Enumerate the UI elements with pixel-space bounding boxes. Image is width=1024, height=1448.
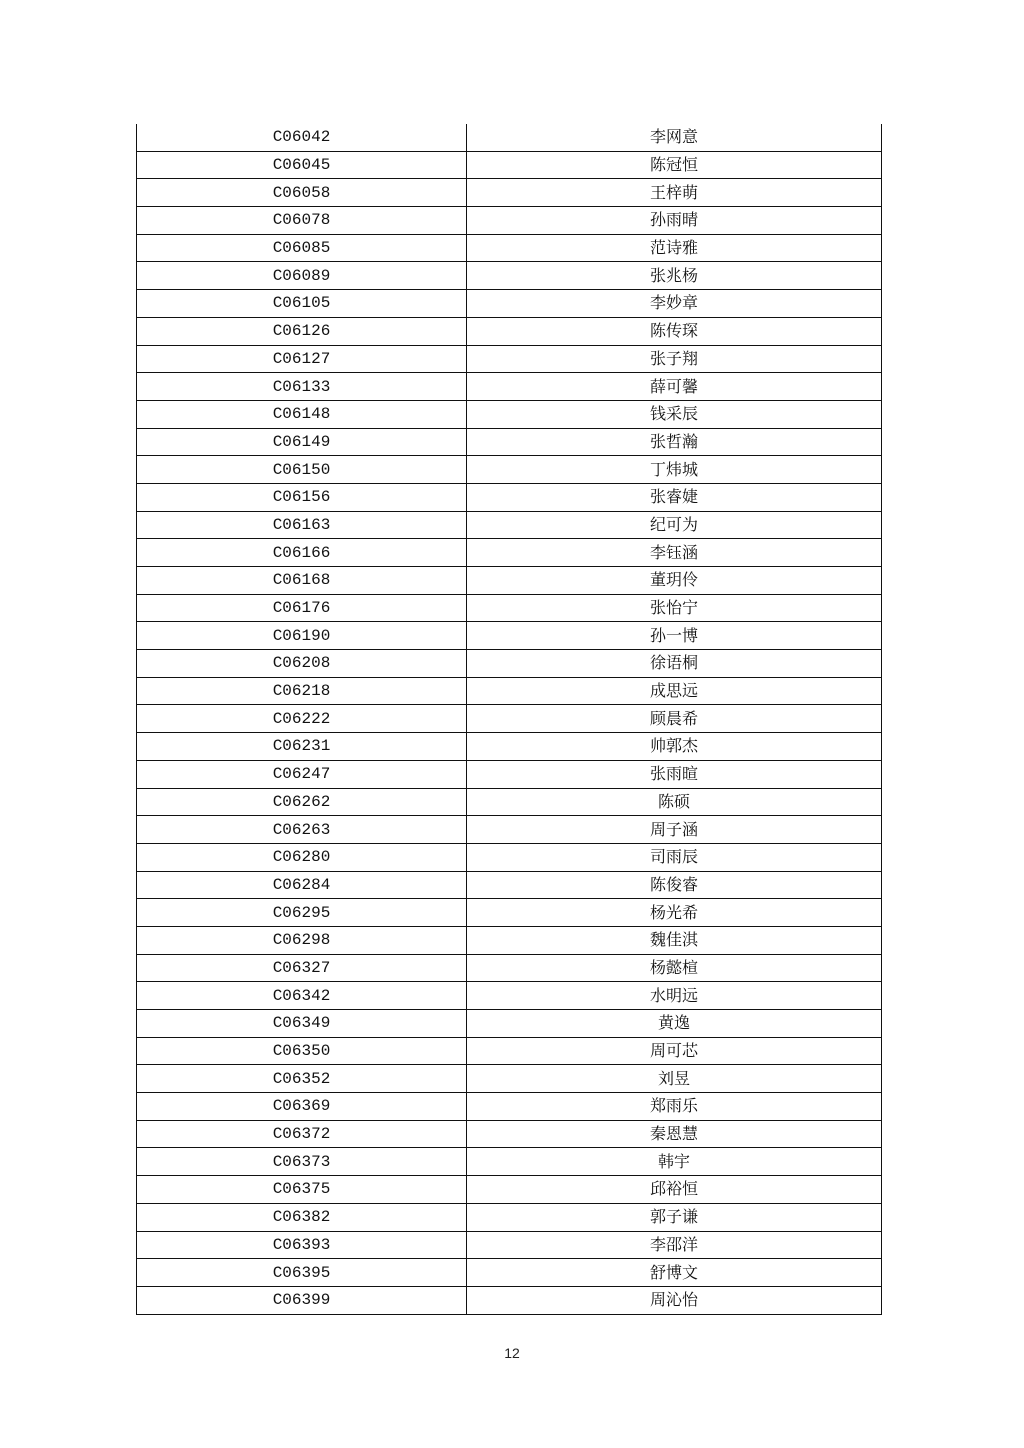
table-row: [137, 871, 882, 899]
table-row: [137, 816, 882, 844]
table-row: [137, 1259, 882, 1287]
student-id-cell: C06166: [137, 539, 467, 567]
student-name-cell: 邱裕恒: [467, 1176, 882, 1204]
student-name-cell: 张怡宁: [467, 594, 882, 622]
table-row: [137, 1065, 882, 1093]
student-id-cell: C06342: [137, 982, 467, 1010]
table-row: [137, 1286, 882, 1314]
student-id-cell: C06393: [137, 1231, 467, 1259]
student-id-cell: C06284: [137, 871, 467, 899]
table-row: [137, 650, 882, 678]
student-name-cell: 董玥伶: [467, 567, 882, 595]
student-name-cell: 帅郭杰: [467, 733, 882, 761]
student-name-cell: 王梓萌: [467, 179, 882, 207]
student-id-cell: C06208: [137, 650, 467, 678]
student-id-cell: C06382: [137, 1203, 467, 1231]
table-row: [137, 539, 882, 567]
student-name-cell: 顾晨希: [467, 705, 882, 733]
student-id-cell: C06150: [137, 456, 467, 484]
student-id-cell: C06078: [137, 207, 467, 235]
student-id-cell: C06295: [137, 899, 467, 927]
student-id-cell: C06262: [137, 788, 467, 816]
student-id-cell: C06105: [137, 290, 467, 318]
student-name-cell: 孙一博: [467, 622, 882, 650]
table-row: [137, 124, 882, 151]
student-name-cell: 周子涵: [467, 816, 882, 844]
table-row: [137, 179, 882, 207]
table-row: [137, 511, 882, 539]
table-row: [137, 456, 882, 484]
student-name-cell: 张子翔: [467, 345, 882, 373]
student-id-cell: C06231: [137, 733, 467, 761]
table-row: [137, 428, 882, 456]
student-name-cell: 舒博文: [467, 1259, 882, 1287]
student-id-cell: C06263: [137, 816, 467, 844]
student-id-cell: C06369: [137, 1093, 467, 1121]
student-id-cell: C06395: [137, 1259, 467, 1287]
student-name-cell: 陈俊睿: [467, 871, 882, 899]
student-name-cell: 李邵洋: [467, 1231, 882, 1259]
student-name-cell: 张哲瀚: [467, 428, 882, 456]
student-id-cell: C06218: [137, 677, 467, 705]
student-name-cell: 钱采辰: [467, 400, 882, 428]
student-id-cell: C06373: [137, 1148, 467, 1176]
student-id-cell: C06247: [137, 760, 467, 788]
student-name-cell: 刘昱: [467, 1065, 882, 1093]
student-name-cell: 薛可馨: [467, 373, 882, 401]
student-name-cell: 周可芯: [467, 1037, 882, 1065]
student-id-cell: C06190: [137, 622, 467, 650]
student-name-cell: 韩宇: [467, 1148, 882, 1176]
student-name-cell: 李妙章: [467, 290, 882, 318]
student-id-cell: C06349: [137, 1010, 467, 1038]
student-id-cell: C06168: [137, 567, 467, 595]
table-row: [137, 151, 882, 179]
student-id-cell: C06327: [137, 954, 467, 982]
student-id-cell: C06350: [137, 1037, 467, 1065]
student-name-cell: 魏佳淇: [467, 926, 882, 954]
table-row: [137, 345, 882, 373]
student-name-cell: 黄逸: [467, 1010, 882, 1038]
student-name-cell: 孙雨晴: [467, 207, 882, 235]
student-name-cell: 范诗雅: [467, 234, 882, 262]
table-row: [137, 1176, 882, 1204]
table-row: [137, 400, 882, 428]
table-row: [137, 733, 882, 761]
student-name-cell: 丁炜城: [467, 456, 882, 484]
student-id-cell: C06176: [137, 594, 467, 622]
table-row: [137, 234, 882, 262]
table-row: [137, 954, 882, 982]
table-row: [137, 594, 882, 622]
table-row: [137, 760, 882, 788]
table-row: [137, 1120, 882, 1148]
roster-table: [136, 124, 882, 1315]
page-number: 12: [504, 1345, 520, 1361]
student-name-cell: 李网意: [467, 124, 882, 151]
table-row: [137, 926, 882, 954]
roster-table-body: [137, 124, 882, 1314]
student-name-cell: 徐语桐: [467, 650, 882, 678]
student-id-cell: C06045: [137, 151, 467, 179]
student-name-cell: 陈硕: [467, 788, 882, 816]
student-id-cell: C06148: [137, 400, 467, 428]
student-name-cell: 郑雨乐: [467, 1093, 882, 1121]
student-id-cell: C06085: [137, 234, 467, 262]
table-row: [137, 1203, 882, 1231]
student-id-cell: C06042: [137, 124, 467, 151]
student-id-cell: C06149: [137, 428, 467, 456]
student-name-cell: 周沁怡: [467, 1286, 882, 1314]
table-row: [137, 1093, 882, 1121]
student-name-cell: 陈传琛: [467, 317, 882, 345]
student-id-cell: C06298: [137, 926, 467, 954]
table-row: [137, 1010, 882, 1038]
table-row: [137, 622, 882, 650]
table-row: [137, 373, 882, 401]
student-name-cell: 纪可为: [467, 511, 882, 539]
student-id-cell: C06127: [137, 345, 467, 373]
table-row: [137, 982, 882, 1010]
student-name-cell: 成思远: [467, 677, 882, 705]
student-name-cell: 水明远: [467, 982, 882, 1010]
table-row: [137, 1148, 882, 1176]
student-name-cell: 张雨暄: [467, 760, 882, 788]
student-name-cell: 杨懿楦: [467, 954, 882, 982]
student-id-cell: C06133: [137, 373, 467, 401]
table-row: [137, 1037, 882, 1065]
student-name-cell: 张睿婕: [467, 483, 882, 511]
student-id-cell: C06163: [137, 511, 467, 539]
student-id-cell: C06280: [137, 843, 467, 871]
table-row: [137, 677, 882, 705]
student-id-cell: C06352: [137, 1065, 467, 1093]
student-name-cell: 郭子谦: [467, 1203, 882, 1231]
table-row: [137, 483, 882, 511]
student-name-cell: 张兆杨: [467, 262, 882, 290]
student-name-cell: 李钰涵: [467, 539, 882, 567]
table-row: [137, 705, 882, 733]
table-row: [137, 317, 882, 345]
student-id-cell: C06372: [137, 1120, 467, 1148]
student-id-cell: C06399: [137, 1286, 467, 1314]
table-row: [137, 290, 882, 318]
student-name-cell: 陈冠恒: [467, 151, 882, 179]
table-row: [137, 1231, 882, 1259]
student-name-cell: 杨光希: [467, 899, 882, 927]
table-row: [137, 899, 882, 927]
table-row: [137, 843, 882, 871]
student-id-cell: C06375: [137, 1176, 467, 1204]
table-row: [137, 567, 882, 595]
student-id-cell: C06156: [137, 483, 467, 511]
student-name-cell: 秦恩慧: [467, 1120, 882, 1148]
student-id-cell: C06089: [137, 262, 467, 290]
student-name-cell: 司雨辰: [467, 843, 882, 871]
student-id-cell: C06058: [137, 179, 467, 207]
student-id-cell: C06222: [137, 705, 467, 733]
table-row: [137, 207, 882, 235]
table-row: [137, 788, 882, 816]
table-row: [137, 262, 882, 290]
student-id-cell: C06126: [137, 317, 467, 345]
